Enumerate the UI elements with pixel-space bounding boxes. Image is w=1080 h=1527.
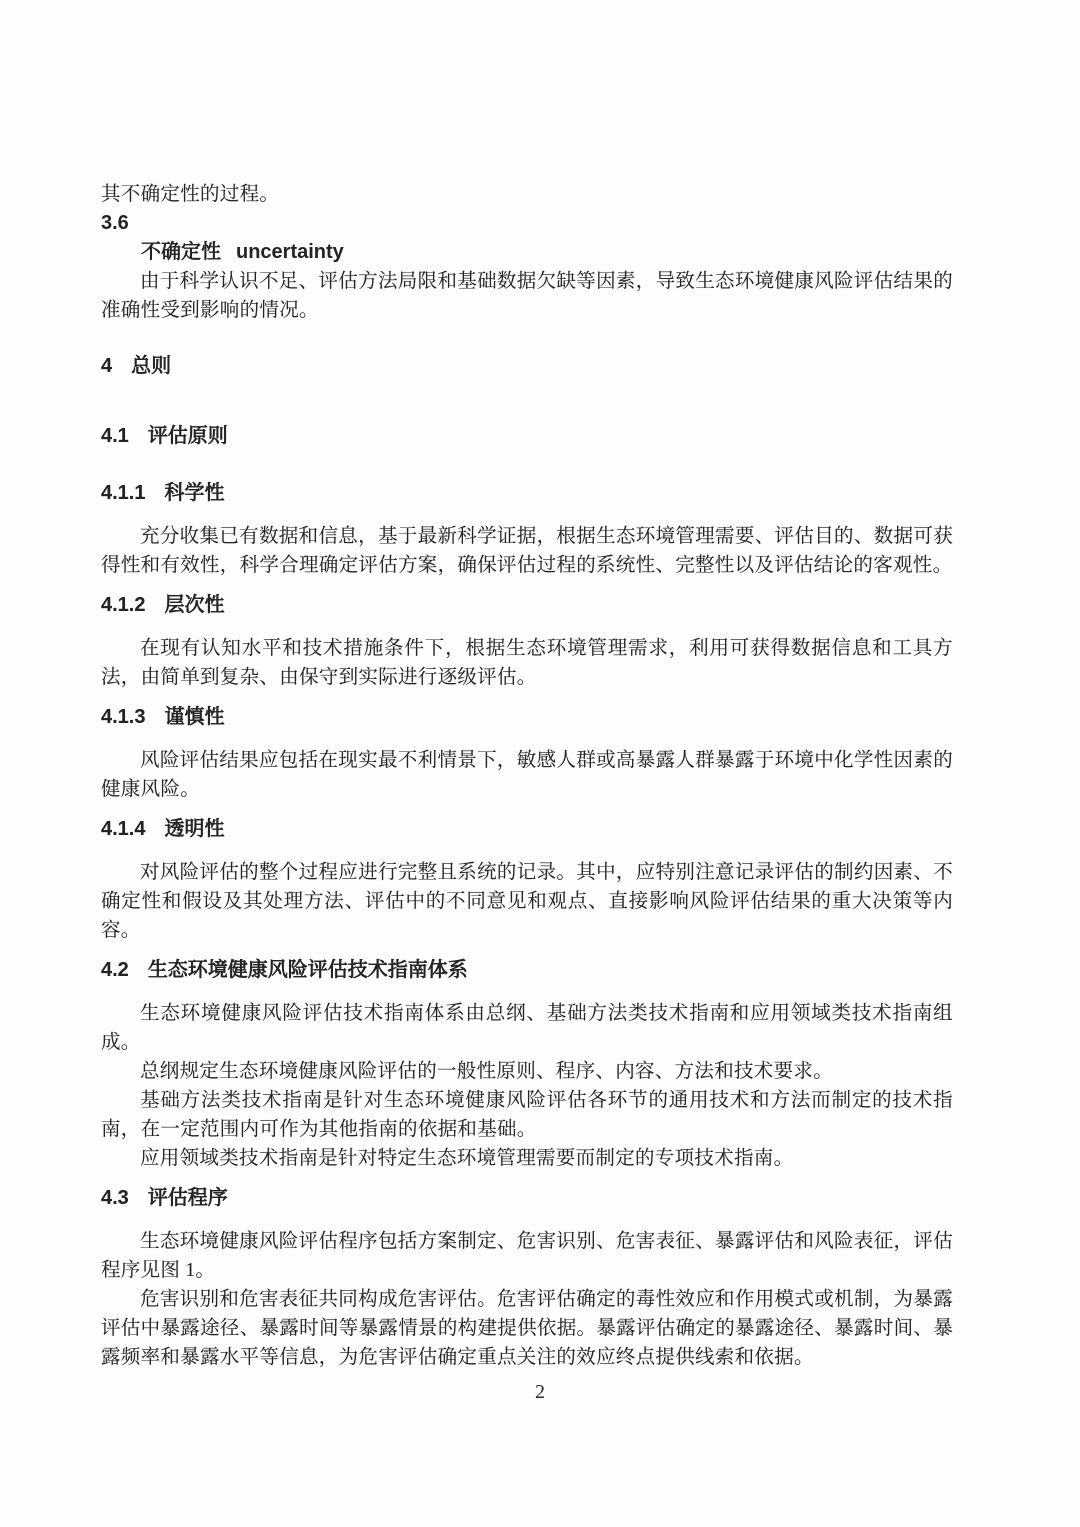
carryover-paragraph: 其不确定性的过程。 [101,184,280,205]
section-title: 透明性 [164,818,225,840]
section-title: 层次性 [164,594,225,616]
heading-4-1 [101,401,953,468]
heading-4-1-4 [101,804,953,858]
clause-3-6-number: 3.6 [101,212,129,234]
paragraph: 基础方法类技术指南是针对生态环境健康风险评估各环节的通用技术和方法而制定的技术指南，在一定范围内可作为其他指南的依据和基础。 [101,1090,953,1140]
section-number: 4.1.1 [101,482,146,504]
paragraph: 生态环境健康风险评估技术指南体系由总纲、基础方法类技术指南和应用领域类技术指南组成。 [101,1003,953,1053]
heading-4-2 [101,945,953,999]
page-content [101,0,953,1372]
definition-paragraph: 由于科学认识不足、评估方法局限和基础数据欠缺等因素，导致生态环境健康风险评估结果的准确性受到影响的情况。 [101,271,953,321]
paragraph: 对风险评估的整个过程应进行完整且系统的记录。其中，应特别注意记录评估的制约因素、不确定性和假设及其处理方法、评估中的不同意见和观点、直接影响风险评估结果的重大决策等内容。 [101,862,953,941]
section-number: 4.3 [101,1187,129,1209]
section-number: 4.1.3 [101,706,146,728]
heading-4-1-3 [101,692,953,746]
chapter-title: 总则 [131,355,172,377]
section-number: 4.1 [101,425,129,447]
paragraph: 充分收集已有数据和信息，基于最新科学证据，根据生态环境管理需要、评估目的、数据可获得性和有效性，科学合理确定评估方案，确保评估过程的系统性、完整性以及评估结论的客观性。 [101,526,953,576]
term-chinese: 不确定性 [141,241,221,263]
section-title: 科学性 [164,482,225,504]
paragraph: 在现有认知水平和技术措施条件下，根据生态环境管理需求，利用可获得数据信息和工具方法，由简单到复杂、由保守到实际进行逐级评估。 [101,638,953,688]
section-number: 4.2 [101,959,129,981]
term-english: uncertainty [236,241,344,263]
paragraph: 生态环境健康风险评估程序包括方案制定、危害识别、危害表征、暴露评估和风险表征，评估程序见图 1。 [101,1231,953,1281]
section-number: 4.1.4 [101,818,146,840]
paragraph: 总纲规定生态环境健康风险评估的一般性原则、程序、内容、方法和技术要求。 [140,1061,834,1082]
chapter-number: 4 [101,355,113,377]
paragraph: 风险评估结果应包括在现实最不利情景下，敏感人群或高暴露人群暴露于环境中化学性因素的健康风险。 [101,750,953,800]
section-title: 评估原则 [147,425,228,447]
heading-4-1-2 [101,580,953,634]
heading-chapter-4 [101,325,953,401]
section-number: 4.1.2 [101,594,146,616]
heading-4-3 [101,1173,953,1227]
heading-4-1-1 [101,468,953,522]
page-number: 2 [535,1381,545,1403]
paragraph: 危害识别和危害表征共同构成危害评估。危害评估确定的毒性效应和作用模式或机制，为暴露评估中暴露途径、暴露时间等暴露情景的构建提供依据。暴露评估确定的暴露途径、暴露时间、暴露频率和暴露水平等信息，为危害评估确定重点关注的效应终点提供线索和依据。 [101,1289,953,1368]
section-title: 评估程序 [147,1187,228,1209]
paragraph: 应用领域类技术指南是针对特定生态环境管理需要而制定的专项技术指南。 [140,1148,794,1169]
section-title: 生态环境健康风险评估技术指南体系 [147,959,468,981]
term-heading [101,238,953,267]
section-title: 谨慎性 [164,706,225,728]
